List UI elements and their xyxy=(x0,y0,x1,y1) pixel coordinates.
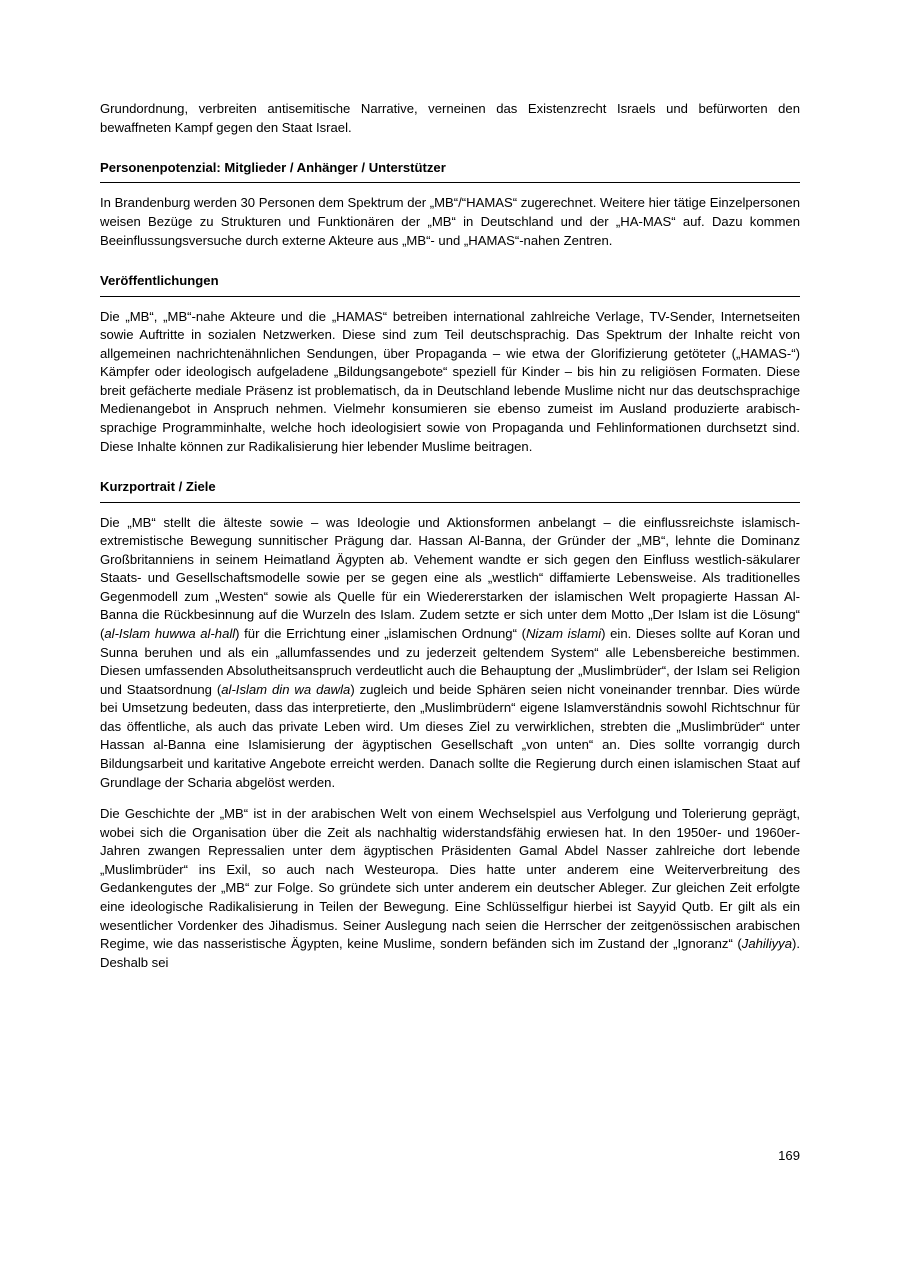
paragraph-kurzportrait-2: Die Geschichte der „MB“ ist in der arabischen Welt von einem Wechselspiel aus Verfolgung und Tolerierung geprägt, wobei sich die Organisation über die Zeit als nachhaltig widerstandsfähig erwiesen hat. In den 1950er- und 1960er-Jahren zwangen Repressalien unter dem ägyptischen Präsidenten Gamal Abdel Nasser zahlreiche dort lebende „Muslimbrüder“ ins Exil, so auch nach Westeuropa. Dies hatte unter anderem eine Weiterverbreitung des Gedankengutes der „MB“ zur Folge. So gründete sich unter anderem ein deutscher Ableger. Zur gleichen Zeit erfolgte eine ideologische Radikalisierung in Teilen der Bewegung. Eine Schlüsselfigur hierbei ist Sayyid Qutb. Er gilt als ein wesentlicher Vordenker des Jihadismus. Seiner Auslegung nach seien die Herrscher der zeitgenössischen arabischen Regime, wie das nasseristische Ägypten, keine Muslime, sondern befänden sich im Zustand der „Ignoranz“ (Jahiliyya). Deshalb sei xyxy=(100,806,800,970)
section-heading-kurzportrait: Kurzportrait / Ziele xyxy=(100,479,216,495)
page-number: 169 xyxy=(778,1148,800,1163)
section-heading-block-veroeffentlichungen xyxy=(100,272,800,296)
page-content xyxy=(100,100,800,972)
section-heading-veroeffentlichungen: Veröffentlichungen xyxy=(100,273,219,289)
section-heading-block-kurzportrait xyxy=(100,478,800,502)
paragraph-veroeffentlichungen: Die „MB“, „MB“-nahe Akteure und die „HAMAS“ betreiben international zahlreiche Verlage, TV-Sender, Internetseiten sowie Auftritte in sozialen Netzwerken. Diese sind zum Teil deutschsprachig. Das Spektrum der Inhalte reicht von allgemeinen nachrichtenähnlichen Sendungen, über Propaganda – wie etwa der Glorifizierung getöteter („HAMAS-“) Kämpfer oder ideologisch aufgeladene „Bildungsangebote“ speziell für Kinder – bis hin zu religiösen Formaten. Diese breit gefächerte mediale Präsenz ist problematisch, da in Deutschland lebende Muslime nicht nur das deutschsprachige Medienangebot in Anspruch nehmen. Vielmehr konsumieren sie ebenso zumeist im Ausland produzierte arabisch-sprachige Programminhalte, welche hoch ideologisiert sowie von Propaganda und Fehlinformationen durchsetzt sind. Diese Inhalte können zur Radikalisierung hier lebender Muslime beitragen. xyxy=(100,308,800,454)
paragraph-kurzportrait-1: Die „MB“ stellt die älteste sowie – was Ideologie und Aktionsformen anbelangt – die einflussreichste islamisch-extremistische Bewegung sunnitischer Prägung dar. Hassan Al-Banna, der Gründer der „MB“, lehnte die Dominanz Großbritanniens in seinem Heimatland Ägypten ab. Vehement wandte er sich gegen den Einfluss westlich-säkularer Staats- und Gesellschaftsmodelle sowie per se gegen eine als „westlich“ diffamierte Lebensweise. Als traditionelles Gegenmodell zum „Westen“ sowie als Quelle für ein Wiedererstarken der islamischen Welt propagierte Hassan Al-Banna die Rückbesinnung auf die Wurzeln des Islam. Zudem setzte er sich unter dem Motto „Der Islam ist die Lösung“ (al-Islam huwwa al-hall) für die Errichtung einer „islamischen Ordnung“ (Nizam islami) ein. Dieses sollte auf Koran und Sunna beruhen und als ein „allumfassendes und zu jederzeit geltendem System“ alle Lebensbereiche bestimmen. Diesen umfassenden Absolutheitsanspruch verdeutlicht auch die Behauptung der „Muslimbrüder“, der Islam sei Religion und Staatsordnung (al-Islam din wa dawla) zugleich und beide Sphären seien nicht voneinander trennbar. Dies würde bei Umsetzung bedeuten, dass das interpretierte, den „Muslimbrüdern“ eigene Islamverständnis sowohl Richtschnur für das öffentliche, als auch das private Leben wird. Um dieses Ziel zu verwirklichen, strebten die „Muslimbrüder“ unter Hassan al-Banna eine Islamisierung der ägyptischen Gesellschaft „von unten“ an. Dies sollte vorrangig durch Bildungsarbeit und karitative Angebote erreicht werden. Danach sollte die Regierung durch einen islamischen Staat auf Grundlage der Scharia abgelöst werden. xyxy=(100,514,801,790)
intro-paragraph: Grundordnung, verbreiten antisemitische Narrative, verneinen das Existenzrecht Israels und befürworten den bewaffneten Kampf gegen den Staat Israel. xyxy=(100,101,800,135)
paragraph-personenpotenzial: In Brandenburg werden 30 Personen dem Spektrum der „MB“/“HAMAS“ zugerechnet. Weitere hier tätige Einzelpersonen weisen Bezüge zu Strukturen und Funktionären der „MB“ in Deutschland und der „HA-MAS“ auf. Dazu kommen Beeinflussungsversuche durch externe Akteure aus „MB“- und „HAMAS“-nahen Zentren. xyxy=(100,195,800,248)
section-heading-personenpotenzial: Personenpotenzial: Mitglieder / Anhänger / Unterstützer xyxy=(100,160,446,176)
section-heading-block-personenpotenzial xyxy=(100,159,800,183)
